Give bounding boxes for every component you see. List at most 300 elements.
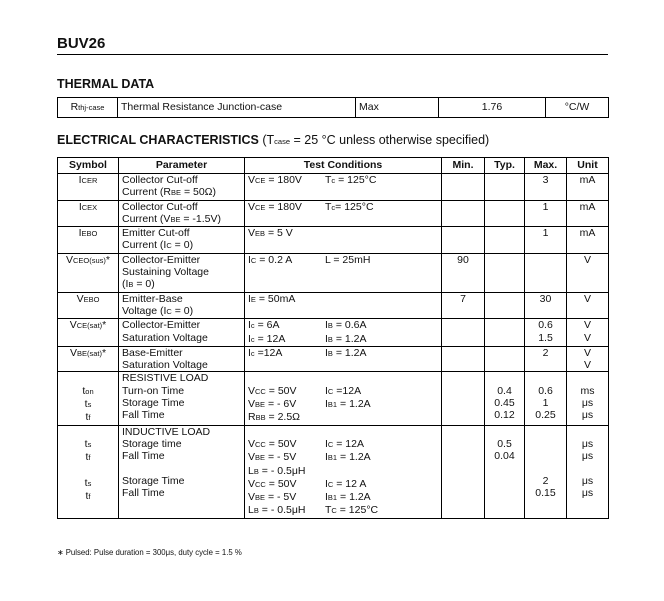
condition-a-value bbox=[248, 478, 297, 490]
row-symbol bbox=[85, 411, 90, 423]
col-max: Max. bbox=[525, 158, 567, 174]
param-text: Collector-Emitter bbox=[122, 253, 201, 266]
unit-value-line bbox=[570, 385, 605, 397]
condition-line bbox=[248, 319, 438, 332]
condition-a bbox=[248, 465, 325, 478]
cell-min bbox=[442, 174, 485, 201]
symbol-main: t bbox=[84, 398, 88, 411]
cell-unit: V bbox=[567, 292, 609, 319]
symbol-main: I bbox=[325, 491, 328, 504]
symbol-sub: EBO bbox=[81, 229, 98, 239]
unit-value: μs bbox=[581, 397, 594, 410]
blank-line bbox=[488, 426, 521, 438]
section-label-line bbox=[122, 372, 241, 384]
symbol-sub: CER bbox=[81, 176, 98, 185]
cell-max: 1 bbox=[525, 227, 567, 254]
cell-conditions bbox=[245, 292, 442, 319]
param-line bbox=[122, 227, 241, 239]
thermal-heading: THERMAL DATA bbox=[57, 77, 155, 91]
row-symbol bbox=[85, 477, 92, 489]
symbol-main: I bbox=[78, 200, 82, 213]
param-text: Fall Time bbox=[122, 450, 165, 463]
param-text: Emitter Cut-off bbox=[122, 227, 190, 240]
symbol-main: V bbox=[69, 346, 77, 359]
blank-line bbox=[528, 438, 563, 450]
electrical-body bbox=[58, 174, 609, 519]
condition-a bbox=[248, 438, 325, 451]
symbol-suffix: * bbox=[105, 253, 111, 266]
condition-line bbox=[248, 451, 438, 464]
condition-line bbox=[248, 347, 438, 360]
symbol-main: R bbox=[248, 411, 256, 424]
param-text: Storage time bbox=[122, 437, 182, 450]
electrical-heading-text: ELECTRICAL CHARACTERISTICS bbox=[57, 133, 259, 147]
cell-symbol bbox=[58, 253, 119, 292]
symbol-suffix: = 50V bbox=[265, 384, 297, 397]
condition-a bbox=[248, 491, 325, 504]
symbol-main: R bbox=[70, 100, 79, 113]
param-text: Emitter-Base bbox=[122, 292, 183, 305]
symbol-main: I bbox=[248, 319, 251, 332]
row-symbol bbox=[79, 227, 98, 239]
symbol-sub: s bbox=[87, 400, 92, 410]
condition-line bbox=[248, 201, 438, 214]
symbol-main: t bbox=[84, 437, 88, 450]
cell-min bbox=[442, 200, 485, 227]
cell-unit bbox=[567, 425, 609, 518]
condition-line bbox=[248, 478, 438, 491]
param-text-line bbox=[122, 397, 241, 409]
max-value: 0.6 bbox=[538, 384, 553, 397]
col-min: Min. bbox=[442, 158, 485, 174]
condition-b-value bbox=[325, 478, 366, 490]
symbol-main: I bbox=[78, 227, 82, 240]
condition-b bbox=[325, 438, 364, 451]
typ-value: 0.12 bbox=[494, 409, 515, 422]
symbol-sub: BE bbox=[255, 453, 266, 463]
cell-parameter bbox=[119, 319, 245, 347]
condition-a-value bbox=[248, 385, 297, 397]
symbol-suffix: = - 5V bbox=[265, 491, 297, 504]
condition-b bbox=[325, 491, 371, 504]
title-rule bbox=[57, 54, 608, 55]
cell-typ bbox=[485, 346, 525, 372]
symbol-main: V bbox=[76, 292, 84, 305]
cell-max bbox=[525, 253, 567, 292]
cell-symbol bbox=[58, 319, 119, 347]
param-line bbox=[122, 186, 241, 199]
param-text: Saturation Voltage bbox=[122, 359, 208, 372]
param-sub: B bbox=[128, 280, 134, 290]
typ-value-line bbox=[488, 385, 521, 397]
cell-min: 7 bbox=[442, 292, 485, 319]
cell-min bbox=[442, 227, 485, 254]
note-pre: (T bbox=[262, 133, 275, 147]
condition-b-value bbox=[325, 174, 376, 186]
cell-max: 1 bbox=[525, 200, 567, 227]
symbol-main: I bbox=[325, 398, 328, 411]
symbol-suffix: = 2.5Ω bbox=[265, 411, 301, 424]
max-value: 0.25 bbox=[535, 409, 556, 422]
table-row bbox=[58, 319, 609, 347]
blank-line bbox=[248, 426, 438, 438]
param-text: Fall Time bbox=[122, 409, 165, 422]
symbol-sub: c bbox=[331, 202, 336, 212]
condition-a-value bbox=[248, 491, 296, 503]
symbol-main: I bbox=[325, 477, 328, 490]
condition-a-value bbox=[248, 174, 302, 186]
symbol-suffix: = 50V bbox=[265, 437, 297, 450]
condition-line bbox=[248, 411, 438, 424]
unit-value-line bbox=[570, 450, 605, 462]
cell-parameter bbox=[119, 425, 245, 518]
col-symbol: Symbol bbox=[58, 158, 119, 174]
section-label: RESISTIVE LOAD bbox=[122, 372, 209, 385]
symbol-sub: on bbox=[85, 386, 94, 396]
row-symbol bbox=[66, 254, 110, 266]
cell-parameter bbox=[119, 292, 245, 319]
cell-min bbox=[442, 346, 485, 372]
cell-max: 3 bbox=[525, 174, 567, 201]
row-symbol bbox=[82, 385, 93, 397]
symbol-main: I bbox=[325, 332, 328, 345]
blank-line bbox=[570, 426, 605, 438]
symbol-suffix: * bbox=[101, 346, 107, 359]
symbol-sub: BE bbox=[255, 493, 266, 503]
typ-value-line bbox=[488, 409, 521, 421]
condition-a bbox=[248, 174, 325, 187]
symbol-main: t bbox=[82, 384, 86, 397]
blank-line bbox=[528, 450, 563, 462]
unit-value: μs bbox=[581, 474, 594, 487]
unit-value-line bbox=[570, 347, 605, 359]
condition-b-value bbox=[325, 333, 367, 345]
param-text-line bbox=[122, 359, 241, 371]
symbol-sub: B1 bbox=[327, 400, 338, 410]
cell-typ bbox=[485, 227, 525, 254]
symbol-main: t bbox=[85, 490, 89, 503]
max-value: 1.5 bbox=[538, 331, 553, 344]
symbol-suffix: = 180V bbox=[265, 200, 302, 213]
row-symbol bbox=[79, 201, 97, 213]
symbol-suffix: = 12A bbox=[254, 332, 286, 345]
condition-a bbox=[248, 227, 325, 240]
symbol-suffix: = 1.2A bbox=[332, 346, 367, 359]
max-value-line bbox=[528, 385, 563, 397]
cell-unit: mA bbox=[567, 200, 609, 227]
condition-line bbox=[248, 465, 438, 478]
unit-value-line bbox=[570, 438, 605, 450]
condition-b-value bbox=[325, 347, 367, 359]
condition-a-value bbox=[248, 504, 305, 516]
symbol-sub: C bbox=[250, 255, 257, 265]
table-row bbox=[58, 425, 609, 518]
unit-value-line bbox=[570, 359, 605, 371]
symbol-suffix: =12A bbox=[333, 384, 362, 397]
symbol-sub: EB bbox=[255, 229, 266, 239]
symbol-sub: CC bbox=[255, 479, 266, 489]
symbol-sub: B1 bbox=[327, 493, 338, 503]
symbol-suffix: = 180V bbox=[265, 174, 302, 186]
param-line bbox=[122, 174, 241, 186]
symbol-main: L = 25mH bbox=[325, 253, 371, 266]
max-value: 1 bbox=[542, 397, 549, 410]
electrical-table bbox=[57, 157, 609, 519]
condition-line bbox=[248, 293, 438, 306]
symbol-main: V bbox=[248, 491, 256, 504]
thermal-limit: Max bbox=[356, 98, 439, 118]
symbol-sub: CC bbox=[255, 439, 266, 449]
condition-a bbox=[248, 504, 325, 517]
symbol-main: I bbox=[78, 174, 82, 186]
symbol-line bbox=[61, 411, 115, 424]
row-symbol bbox=[77, 293, 100, 305]
table-row bbox=[58, 200, 609, 227]
unit-value: μs bbox=[581, 409, 594, 422]
symbol-suffix: = 50V bbox=[265, 477, 297, 490]
param-text: Collector Cut-off bbox=[122, 200, 198, 213]
symbol-sub: c bbox=[250, 334, 255, 344]
typ-value: 0.45 bbox=[494, 397, 515, 410]
param-text-line bbox=[122, 409, 241, 421]
typ-value-line bbox=[488, 397, 521, 409]
symbol-suffix: = 0.6A bbox=[332, 319, 367, 332]
symbol-main: V bbox=[65, 253, 73, 266]
blank-line bbox=[61, 465, 115, 477]
param-line bbox=[122, 266, 241, 278]
symbol-sub: f bbox=[88, 492, 91, 502]
param-sub: C bbox=[166, 241, 172, 251]
symbol-suffix: = 12A bbox=[333, 437, 364, 450]
table-row bbox=[58, 292, 609, 319]
symbol-main: T bbox=[325, 200, 332, 213]
section-label: INDUCTIVE LOAD bbox=[122, 425, 211, 438]
symbol-main: t bbox=[85, 411, 89, 424]
symbol-sub: B bbox=[327, 321, 333, 331]
blank-line bbox=[122, 463, 241, 475]
param-line bbox=[122, 305, 241, 318]
max-value-line bbox=[528, 319, 563, 331]
param-text-line bbox=[122, 332, 241, 344]
cell-symbol bbox=[58, 425, 119, 518]
typ-value: 0.5 bbox=[497, 437, 512, 450]
cell-conditions bbox=[245, 319, 442, 347]
symbol-sub: CEX bbox=[81, 202, 98, 212]
condition-b bbox=[325, 451, 371, 464]
unit-value-line bbox=[570, 397, 605, 409]
symbol-sub: CE(sat) bbox=[76, 321, 103, 331]
cell-symbol bbox=[58, 200, 119, 227]
typ-value: 0.04 bbox=[494, 450, 515, 463]
condition-line bbox=[248, 491, 438, 504]
condition-line bbox=[248, 504, 438, 517]
symbol-main: V bbox=[248, 200, 256, 213]
param-text: Current (V bbox=[122, 212, 171, 225]
condition-b-value bbox=[325, 504, 378, 516]
cell-min bbox=[442, 372, 485, 425]
param-text: Sustaining Voltage bbox=[122, 266, 209, 279]
condition-a bbox=[248, 254, 325, 267]
param-text: Collector Cut-off bbox=[122, 174, 198, 186]
blank-line bbox=[61, 426, 115, 438]
param-text: Base-Emitter bbox=[122, 346, 183, 359]
symbol-suffix: = 1.2A bbox=[337, 491, 371, 504]
note-post: = 25 °C unless otherwise specified) bbox=[290, 133, 490, 147]
param-text: Current (R bbox=[122, 186, 172, 199]
condition-a-value bbox=[248, 465, 305, 477]
symbol-sub: f bbox=[88, 413, 91, 423]
symbol-line bbox=[61, 490, 115, 503]
param-line bbox=[122, 278, 241, 291]
max-value-line bbox=[528, 409, 563, 421]
condition-line bbox=[248, 438, 438, 451]
symbol-main: t bbox=[85, 451, 89, 464]
footnote: ∗ Pulsed: Pulse duration = 300μs, duty cycle = 1.5 % bbox=[57, 548, 242, 557]
cell-typ bbox=[485, 425, 525, 518]
blank-line bbox=[570, 372, 605, 384]
cell-min: 90 bbox=[442, 253, 485, 292]
cell-unit: V bbox=[567, 253, 609, 292]
symbol-main: I bbox=[248, 253, 251, 266]
param-text: = 0) bbox=[171, 239, 194, 252]
cell-max: 2 bbox=[525, 346, 567, 372]
cell-parameter bbox=[119, 174, 245, 201]
cell-symbol bbox=[58, 346, 119, 372]
condition-line bbox=[248, 333, 438, 346]
cell-conditions bbox=[245, 200, 442, 227]
symbol-main: I bbox=[248, 292, 251, 305]
condition-b bbox=[325, 254, 370, 267]
symbol-sub: C bbox=[327, 386, 334, 396]
symbol-main: V bbox=[248, 227, 256, 240]
param-line bbox=[122, 213, 241, 226]
unit-value: μs bbox=[581, 487, 594, 500]
cell-parameter bbox=[119, 372, 245, 425]
symbol-suffix: = 1.2A bbox=[337, 398, 371, 411]
max-value-line bbox=[528, 475, 563, 487]
param-text-line bbox=[122, 385, 241, 397]
typ-value-line bbox=[488, 438, 521, 450]
symbol-sub: B bbox=[253, 466, 259, 476]
unit-value-line bbox=[570, 409, 605, 421]
condition-b-value bbox=[325, 385, 361, 397]
symbol-main: t bbox=[84, 476, 88, 489]
header-row bbox=[58, 158, 609, 174]
condition-a-value bbox=[248, 438, 297, 450]
condition-b-value bbox=[325, 201, 374, 213]
condition-a-value bbox=[248, 398, 296, 410]
param-text-line bbox=[122, 347, 241, 359]
unit-value: V bbox=[583, 319, 591, 332]
symbol-line bbox=[61, 451, 115, 464]
row-symbol bbox=[85, 438, 92, 450]
condition-a bbox=[248, 319, 325, 332]
condition-a-value bbox=[248, 201, 302, 213]
cell-conditions bbox=[245, 227, 442, 254]
param-sub: C bbox=[166, 306, 172, 316]
condition-a bbox=[248, 478, 325, 491]
cell-min bbox=[442, 425, 485, 518]
symbol-main: V bbox=[248, 437, 256, 450]
condition-line bbox=[248, 254, 438, 267]
symbol-sub: s bbox=[87, 439, 92, 449]
symbol-main: V bbox=[248, 174, 256, 186]
cell-symbol bbox=[58, 372, 119, 425]
param-text: = 0) bbox=[171, 304, 194, 317]
condition-a-value bbox=[248, 227, 293, 239]
param-text-line bbox=[122, 438, 241, 450]
condition-b bbox=[325, 385, 361, 398]
param-line bbox=[122, 201, 241, 213]
unit-value-line bbox=[570, 319, 605, 331]
condition-line bbox=[248, 385, 438, 398]
cell-unit: mA bbox=[567, 174, 609, 201]
cell-unit bbox=[567, 372, 609, 425]
symbol-main: L bbox=[248, 464, 254, 477]
symbol-main: I bbox=[325, 384, 328, 397]
max-value: 2 bbox=[542, 474, 549, 487]
symbol-main: V bbox=[248, 451, 256, 464]
symbol-sub: BB bbox=[255, 413, 266, 423]
col-parameter: Parameter bbox=[119, 158, 245, 174]
table-row bbox=[58, 372, 609, 425]
max-value: 0.6 bbox=[538, 319, 553, 332]
cell-max bbox=[525, 425, 567, 518]
condition-a bbox=[248, 411, 325, 424]
symbol-line bbox=[61, 398, 115, 411]
cell-unit bbox=[567, 346, 609, 372]
param-text: Storage Time bbox=[122, 474, 185, 487]
condition-b bbox=[325, 504, 378, 517]
symbol-suffix: = 1.2A bbox=[337, 451, 371, 464]
symbol-main: I bbox=[325, 451, 328, 464]
symbol-sub: c bbox=[250, 321, 255, 331]
param-text: Saturation Voltage bbox=[122, 331, 208, 344]
cell-conditions bbox=[245, 425, 442, 518]
symbol-main: V bbox=[248, 398, 256, 411]
electrical-heading bbox=[57, 133, 489, 147]
condition-a-value bbox=[248, 254, 292, 266]
electrical-heading-note bbox=[262, 133, 489, 147]
condition-b-value bbox=[325, 319, 367, 331]
symbol-suffix: = 125°C bbox=[336, 504, 379, 517]
symbol-sub: B1 bbox=[327, 453, 338, 463]
condition-b bbox=[325, 478, 366, 491]
symbol-line bbox=[61, 477, 115, 490]
cell-max bbox=[525, 319, 567, 347]
symbol-sub: C bbox=[331, 506, 337, 516]
cell-typ bbox=[485, 200, 525, 227]
param-text: = 50Ω) bbox=[181, 186, 217, 199]
symbol-suffix: = - 5V bbox=[265, 451, 297, 464]
condition-b bbox=[325, 333, 367, 346]
max-value-line bbox=[528, 332, 563, 344]
param-text: = 0) bbox=[133, 278, 155, 291]
row-symbol bbox=[85, 490, 90, 502]
cell-typ bbox=[485, 372, 525, 425]
unit-value: μs bbox=[581, 437, 594, 450]
symbol-sub: E bbox=[250, 294, 256, 304]
row-symbol bbox=[70, 347, 106, 359]
row-symbol bbox=[79, 174, 98, 186]
param-text-line bbox=[122, 319, 241, 331]
thermal-unit: °C/W bbox=[546, 98, 609, 118]
symbol-sub: B bbox=[327, 334, 333, 344]
thermal-value: 1.76 bbox=[439, 98, 546, 118]
condition-a bbox=[248, 333, 325, 346]
cell-parameter bbox=[119, 253, 245, 292]
symbol-line bbox=[61, 438, 115, 451]
